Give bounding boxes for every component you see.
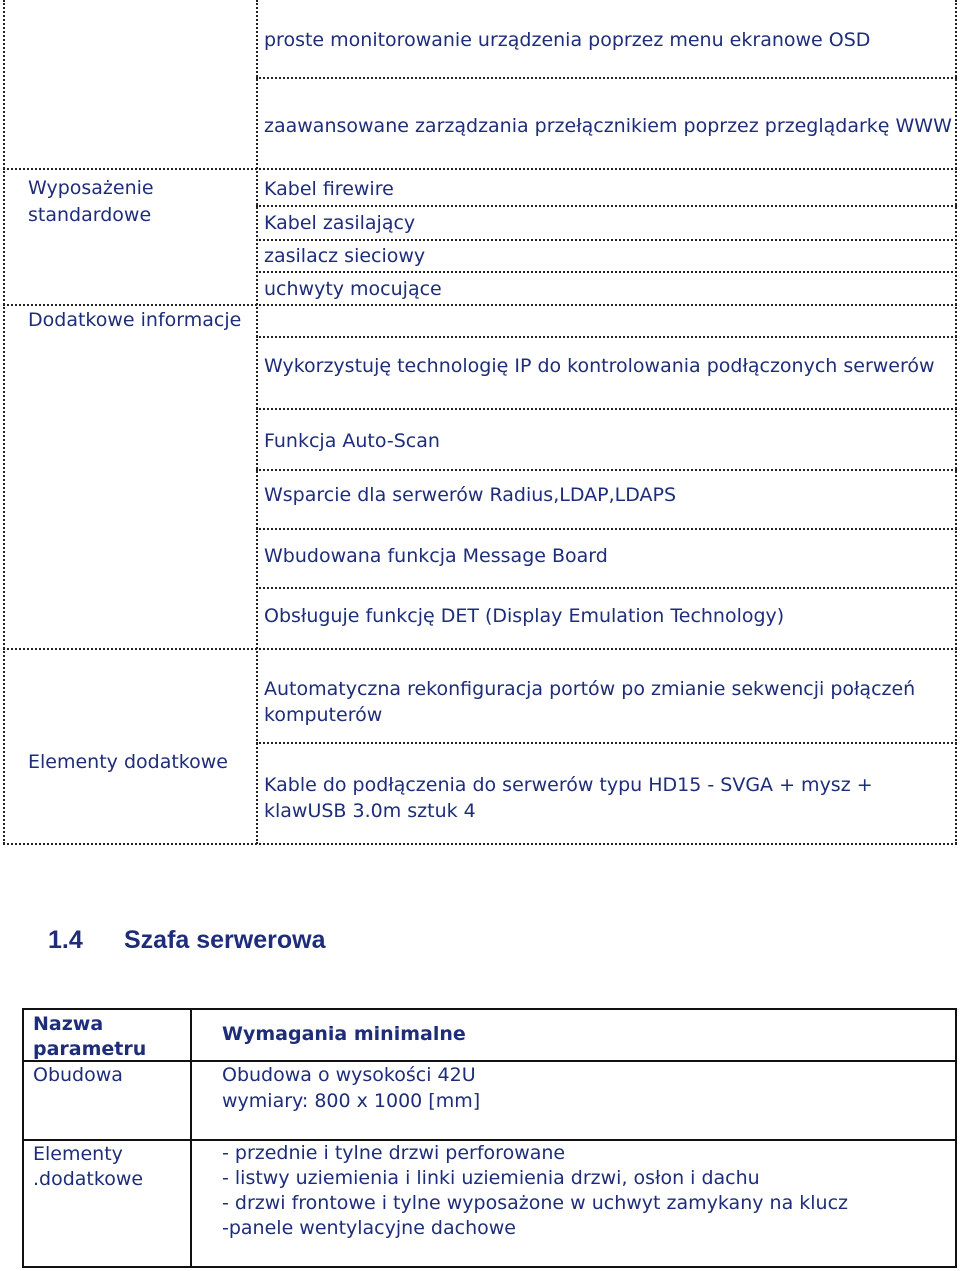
table-border bbox=[3, 168, 957, 170]
requirement-line: -panele wentylacyjne dachowe bbox=[222, 1217, 516, 1239]
row-label: Dodatkowe informacje bbox=[28, 309, 242, 331]
requirement-line: Obudowa o wysokości 42U bbox=[222, 1064, 476, 1086]
table-cell: Wbudowana funkcja Message Board bbox=[264, 545, 608, 567]
table-border bbox=[22, 1008, 957, 1010]
table-border bbox=[190, 1008, 192, 1268]
table-border bbox=[955, 1008, 957, 1268]
table-cell: uchwyty mocujące bbox=[264, 278, 442, 300]
table-border bbox=[22, 1266, 957, 1268]
table-cell: zasilacz sieciowy bbox=[264, 245, 426, 267]
row-label: Wyposażenie standardowe bbox=[28, 177, 154, 226]
requirement-line: wymiary: 800 x 1000 [mm] bbox=[222, 1090, 481, 1112]
table-cell: Kabel firewire bbox=[264, 178, 394, 200]
table-border bbox=[3, 843, 957, 845]
table-border bbox=[3, 0, 5, 844]
table-border bbox=[256, 587, 957, 589]
table-cell: Wykorzystuję technologię IP do kontrolowania podłączonych serwerów bbox=[264, 355, 935, 377]
requirement-line: - drzwi frontowe i tylne wyposażone w uchwyt zamykany na klucz bbox=[222, 1192, 848, 1214]
table-border bbox=[256, 528, 957, 530]
header-param: Nazwa parametru bbox=[33, 1013, 147, 1060]
table-border bbox=[22, 1139, 957, 1141]
table-border bbox=[256, 205, 957, 207]
table-border bbox=[256, 0, 258, 844]
section-number: 1.4 bbox=[48, 926, 83, 954]
table-border bbox=[955, 0, 957, 844]
table-cell: proste monitorowanie urządzenia poprzez menu ekranowe OSD bbox=[264, 29, 871, 51]
table-border bbox=[256, 336, 957, 338]
section-title: Szafa serwerowa bbox=[124, 926, 326, 954]
table-border bbox=[256, 271, 957, 273]
header-requirements: Wymagania minimalne bbox=[222, 1023, 466, 1045]
row-label: Elementy dodatkowe bbox=[28, 751, 228, 773]
table-cell: Funkcja Auto-Scan bbox=[264, 430, 440, 452]
table-cell: Automatyczna rekonfiguracja portów po zmianie sekwencji połączeń komputerów bbox=[264, 678, 916, 726]
table-border bbox=[22, 1008, 24, 1268]
table-border bbox=[256, 77, 957, 79]
table-border bbox=[3, 304, 957, 306]
table-border bbox=[256, 742, 957, 744]
table-border bbox=[256, 469, 957, 471]
table-cell: Kable do podłączenia do serwerów typu HD15 - SVGA + mysz + klawUSB 3.0m sztuk 4 bbox=[264, 774, 873, 822]
table-cell: zaawansowane zarządzania przełącznikiem poprzez przeglądarkę WWW bbox=[264, 115, 952, 137]
requirement-line: - przednie i tylne drzwi perforowane bbox=[222, 1142, 566, 1164]
param-label: Elementy .dodatkowe bbox=[33, 1143, 144, 1190]
table-cell: Obsługuje funkcję DET (Display Emulation Technology) bbox=[264, 605, 785, 627]
requirement-line: - listwy uziemienia i linki uziemienia drzwi, osłon i dachu bbox=[222, 1167, 760, 1189]
table-border bbox=[256, 239, 957, 241]
table-border bbox=[3, 648, 957, 650]
table-cell: Wsparcie dla serwerów Radius,LDAP,LDAPS bbox=[264, 484, 677, 506]
table-cell: Kabel zasilający bbox=[264, 212, 416, 234]
table-border bbox=[256, 408, 957, 410]
param-label: Obudowa bbox=[33, 1064, 123, 1086]
